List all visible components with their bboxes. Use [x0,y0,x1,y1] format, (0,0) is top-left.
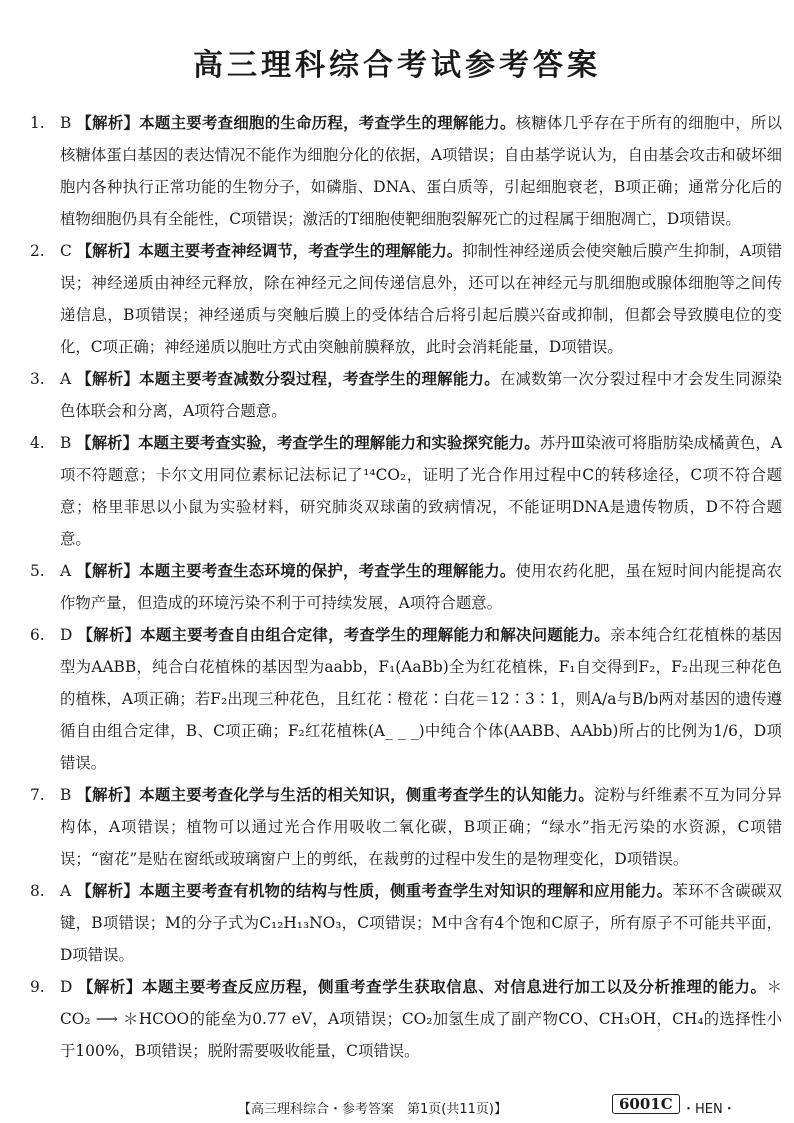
answer-item [30,971,782,1067]
analysis-summary: 本题主要考查神经调节，考查学生的理解能力。 [138,242,463,260]
analysis-body: 核糖体几乎存在于所有的细胞中，所以核糖体蛋白基因的表达情况不能作为细胞分化的依据，A项错误；自由基学说认为，自由基会攻击和破坏细胞内各种执行正常功能的生物分子，如磷脂、DNA、蛋白质等，引起细胞衰老，B项正确；通常分化后的植物细胞仍具有全能性，C项错误；激活的T细胞使靶细胞裂解死亡的过程属于细胞凋亡，D项错误。 [60,114,782,228]
answer-number: 5. [30,562,45,580]
analysis-tag: 【解析】 [76,786,140,804]
analysis-body: 在减数第一次分裂过程中才会发生同源染色体联会和分离，A项符合题意。 [60,370,782,420]
answer-item [30,555,782,619]
analysis-body: 抑制性神经递质会使突触后膜产生抑制，A项错误；神经递质由神经元释放，除在神经元之间传递信息外，还可以在神经元与肌细胞或腺体细胞等之间传递信息，B项错误；神经递质与突触后膜上的受体结合后将引起后膜兴奋或抑制，但都会导致膜电位的变化，C项正确；神经递质以胞吐方式由突触前膜释放，此时会消耗能量，D项错误。 [60,242,782,356]
analysis-summary: 本题主要考查反应历程，侧重考查学生获取信息、对信息进行加工以及分析推理的能力。 [141,978,767,996]
answer-number: 8. [30,882,45,900]
analysis-tag: 【解析】 [76,882,140,900]
answer-item [30,107,782,235]
answer-number: 3. [30,370,45,388]
analysis-body: 亲本纯合红花植株的基因型为AABB，纯合白花植株的基因型为aabb，F₁(AaBb)全为红花植株，F₁自交得到F₂，F₂出现三种花色的植株，A项正确；若F₂出现三种花色，且红花∶橙花∶白花＝12∶3∶1，则A/a与B/b两对基因的遗传遵循自由组合定律，B、C项正确；F₂红花植株(A_ _ _)中纯合个体(AABB、AAbb)所占的比例为1/6，D项错误。 [60,626,782,772]
answer-item [30,427,782,555]
footer-page-label: 【高三理科综合・参考答案 第1页(共11页)】 [238,1102,507,1117]
answer-number: 1. [30,114,45,132]
analysis-tag: 【解析】 [77,626,141,644]
answer-number: 6. [30,626,45,644]
answer-list [30,107,782,1067]
analysis-summary: 本题主要考查实验，考查学生的理解能力和实验探究能力。 [138,434,540,452]
answer-item [30,619,782,779]
answer-choice: B [60,434,72,452]
answer-choice: A [60,562,72,580]
analysis-summary: 本题主要考查自由组合定律，考查学生的理解能力和解决问题能力。 [140,626,610,644]
answer-choice: D [60,978,73,996]
answer-number: 2. [30,242,45,260]
answer-choice: A [60,370,72,388]
answer-item [30,779,782,875]
analysis-tag: 【解析】 [76,242,139,260]
footer-exam-code: 6001C [612,1094,680,1114]
analysis-tag: 【解析】 [76,562,140,580]
analysis-tag: 【解析】 [76,434,139,452]
answer-number: 9. [30,978,45,996]
analysis-body: 苏丹Ⅲ染液可将脂肪染成橘黄色，A项不符题意；卡尔文用同位素标记法标记了¹⁴CO₂，证明了光合作用过程中C的转移途径，C项不符合题意；格里菲思以小鼠为实验材料，研究肺炎双球菌的致病情况，不能证明DNA是遗传物质，D不符合题意。 [60,434,782,548]
analysis-tag: 【解析】 [77,978,142,996]
analysis-summary: 本题主要考查细胞的生命历程，考查学生的理解能力。 [139,114,516,132]
analysis-body: ＊CO₂ ⟶ ＊HCOO的能垒为0.77 eV，A项错误；CO₂加氢生成了副产物CO、CH₃OH，CH₄的选择性小于100%，B项错误；脱附需要吸收能量，C项错误。 [60,978,782,1060]
answer-choice: D [60,626,73,644]
answer-item [30,363,782,427]
analysis-tag: 【解析】 [76,370,140,388]
analysis-summary: 本题主要考查有机物的结构与性质，侧重考查学生对知识的理解和应用能力。 [139,882,673,900]
analysis-body: 淀粉与纤维素不互为同分异构体，A项错误；植物可以通过光合作用吸收二氧化碳，B项正确；“绿水”指无污染的水资源，C项错误；“窗花”是贴在窗纸或玻璃窗户上的剪纸，在裁剪的过程中发生的是物理变化，D项错误。 [60,786,783,868]
answer-choice: A [60,882,72,900]
answer-number: 4. [30,434,45,452]
answer-number: 7. [30,786,45,804]
analysis-body: 使用农药化肥，虽在短时间内能提高农作物产量，但造成的环境污染不利于可持续发展，A项符合题意。 [60,562,782,612]
answer-item [30,235,782,363]
analysis-body: 苯环不含碳碳双键，B项错误；M的分子式为C₁₂H₁₃NO₃，C项错误；M中含有4个饱和C原子，所有原子不可能共平面，D项错误。 [60,882,782,964]
analysis-tag: 【解析】 [76,114,140,132]
analysis-summary: 本题主要考查减数分裂过程，考查学生的理解能力。 [139,370,500,388]
answer-choice: B [60,786,72,804]
footer-region-code: ・HEN・ [682,1102,736,1117]
analysis-summary: 本题主要考查化学与生活的相关知识，侧重考查学生的认知能力。 [139,786,595,804]
answer-choice: C [60,242,72,260]
answer-item [30,875,782,971]
analysis-summary: 本题主要考查生态环境的保护，考查学生的理解能力。 [139,562,516,580]
answer-choice: B [60,114,72,132]
page-title: 高三理科综合考试参考答案 [193,48,601,83]
